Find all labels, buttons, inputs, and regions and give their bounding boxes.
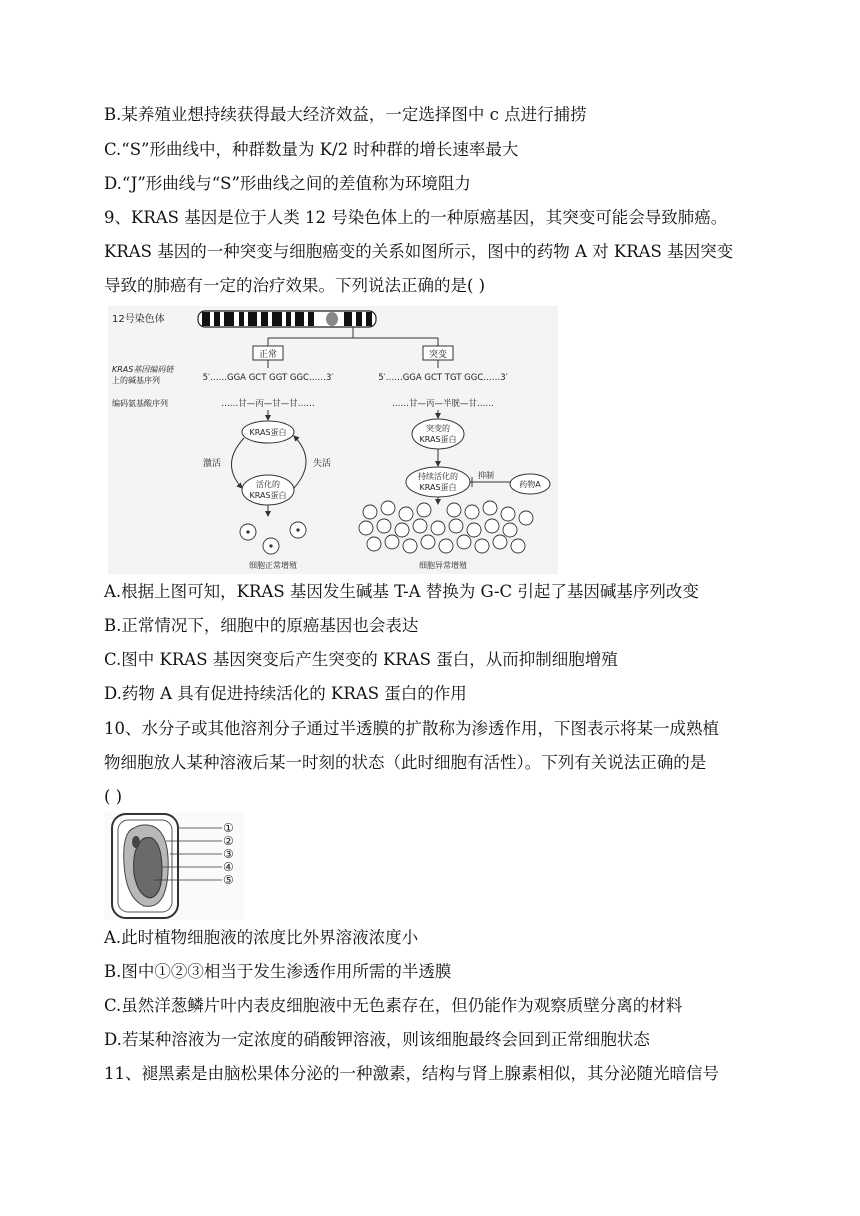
q9-option-b: B.正常情况下，细胞中的原癌基因也会表达 [104, 616, 419, 635]
amino-acid-normal: ……甘—丙—甘—甘…… [221, 399, 315, 409]
activate-label: 激活 [203, 459, 222, 469]
sequence-label-2: 上的碱基序列 [112, 376, 160, 385]
q10-option-a: A.此时植物细胞液的浓度比外界溶液浓度小 [104, 928, 419, 947]
kras-protein-label: KRAS蛋白 [249, 428, 287, 437]
q8-option-b: B.某养殖业想持续获得最大经济效益，一定选择图中 c 点进行捕捞 [104, 105, 587, 124]
inhibit-label: 抑制 [478, 471, 494, 480]
normal-label: 正常 [258, 350, 278, 360]
mutant-label: 突变 [428, 350, 448, 360]
sustained-kras-label-2: KRAS蛋白 [419, 483, 457, 492]
q8-option-d: D.“J”形曲线与“S”形曲线之间的差值称为环境阻力 [104, 174, 471, 193]
label-4: ④ [223, 860, 234, 874]
sequence-mutant: 5′……GGA GCT TGT GGC……3′ [378, 373, 508, 383]
chromosome-label: 12号染色体 [112, 314, 165, 325]
label-1: ① [223, 821, 234, 835]
label-5: ⑤ [223, 873, 234, 887]
amino-acid-mutant: ……甘—丙—半胱—甘…… [391, 399, 495, 409]
mutant-kras-label-2: KRAS蛋白 [419, 435, 457, 444]
plant-cell-figure [104, 812, 244, 920]
q10-option-d: D.若某种溶液为一定浓度的硝酸钾溶液，则该细胞最终会回到正常细胞状态 [104, 1030, 650, 1049]
q9-option-a: A.根据上图可知，KRAS 基因发生碱基 T-A 替换为 G-C 引起了基因碱基序列改变 [104, 582, 699, 601]
q9-option-d: D.药物 A 具有促进持续活化的 KRAS 蛋白的作用 [104, 684, 467, 703]
sequence-normal: 5′……GGA GCT GGT GGC……3′ [202, 373, 334, 383]
sustained-kras-label-1: 持续活化的 [418, 472, 458, 481]
q9-option-c: C.图中 KRAS 基因突变后产生突变的 KRAS 蛋白，从而抑制细胞增殖 [104, 650, 618, 669]
label-3: ③ [223, 847, 234, 861]
q10-stem-line-2: 物细胞放人某种溶液后某一时刻的状态（此时细胞有活性）。下列有关说法正确的是 [104, 753, 707, 772]
q9-stem-line-2: KRAS 基因的一种突变与细胞癌变的关系如图所示，图中的药物 A 对 KRAS 基因突变 [104, 242, 734, 261]
abnormal-proliferation-label: 细胞异常增殖 [419, 561, 467, 570]
mutant-kras-label-1: 突变的 [426, 424, 450, 433]
kras-figure [108, 306, 558, 574]
q9-stem-line-3: 导致的肺癌有一定的治疗效果。下列说法正确的是( ) [104, 276, 486, 295]
q8-option-c: C.“S”形曲线中，种群数量为 K/2 时种群的增长速率最大 [104, 140, 519, 159]
q9-stem-line-1: 9、KRAS 基因是位于人类 12 号染色体上的一种原癌基因，其突变可能会导致肺癌。 [104, 208, 728, 227]
label-2: ② [223, 834, 234, 848]
normal-proliferation-label: 细胞正常增殖 [249, 561, 297, 570]
q10-stem-line-3: ( ) [104, 787, 123, 806]
activated-kras-label-2: KRAS蛋白 [249, 491, 287, 500]
sequence-label-1: KRAS基因编码链 [112, 365, 174, 374]
amino-acid-label: 编码氨基酸序列 [112, 399, 168, 408]
q10-stem-line-1: 10、水分子或其他溶剂分子通过半透膜的扩散称为渗透作用，下图表示将某一成熟植 [104, 719, 719, 738]
q11-stem-line-1: 11、褪黑素是由脑松果体分泌的一种激素，结构与肾上腺素相似，其分泌随光暗信号 [104, 1064, 719, 1083]
q10-option-c: C.虽然洋葱鳞片叶内表皮细胞液中无色素存在，但仍能作为观察质壁分离的材料 [104, 996, 683, 1015]
inactivate-label: 失活 [313, 459, 332, 469]
drug-a-label: 药物A [519, 480, 541, 489]
q10-option-b: B.图中①②③相当于发生渗透作用所需的半透膜 [104, 962, 452, 981]
activated-kras-label-1: 活化的 [256, 480, 280, 489]
